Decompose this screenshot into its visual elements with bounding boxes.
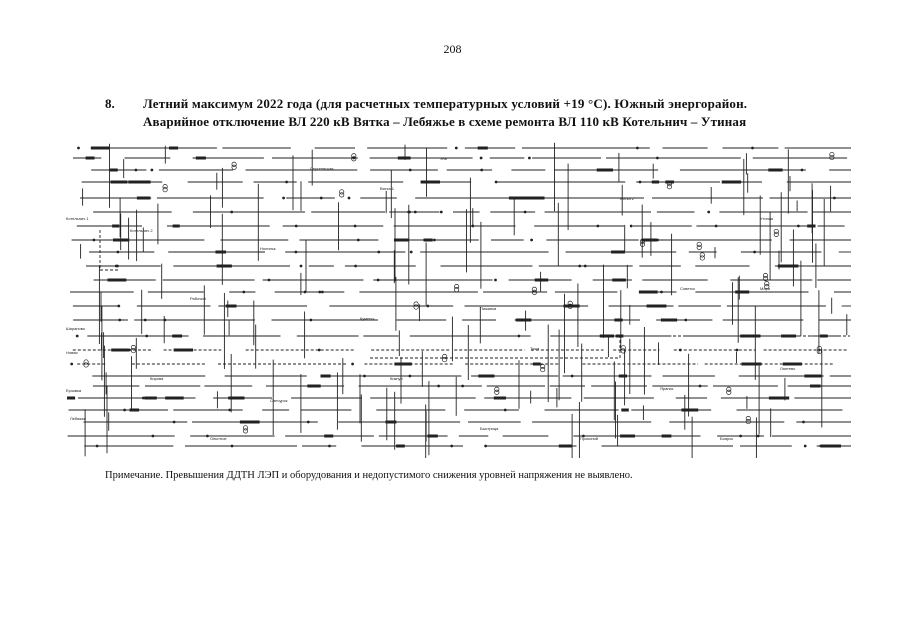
section-title-line-2: Аварийное отключение ВЛ 220 кВ Вятка – Лебяжье в схеме ремонта ВЛ 110 кВ Котельнич – Утиная <box>143 114 747 129</box>
substation-label: Утиная <box>760 216 774 221</box>
substation-label: Котельнич 1 <box>66 216 89 221</box>
section-number: 8. <box>105 96 115 111</box>
substation-label: Уни <box>440 156 447 161</box>
substation-label: Лаптево <box>780 366 796 371</box>
substation-label: Прокопий <box>580 436 598 441</box>
substation-label: Шарапово <box>66 326 86 331</box>
substation-label: Кумены <box>360 316 375 321</box>
substation-label: Советск <box>680 286 695 291</box>
substation-label: Ерзовка <box>66 388 82 393</box>
substation-label: Быстрица <box>480 426 499 431</box>
substation-label: Котельнич 2 <box>130 228 153 233</box>
substation-label: Новая <box>66 350 78 355</box>
substation-label: Яранск <box>660 386 674 391</box>
substation-label: Кикнур <box>390 376 403 381</box>
substation-label: Лебяжье <box>70 416 87 421</box>
substation-label: Нолинск <box>260 246 276 251</box>
substation-label: Кирова <box>150 376 164 381</box>
substation-label: Опытное <box>210 436 227 441</box>
section-title-line-1: Летний максимум 2022 года (для расчетных температурных условий +19 °С). Южный энергорайон. <box>143 96 748 111</box>
substation-label: Санчурск <box>270 398 288 403</box>
substation-label: Рабочий <box>190 296 206 301</box>
page-number: 208 <box>443 42 462 56</box>
substation-label: Вятка 2 <box>620 196 635 201</box>
substation-label: Пижанка <box>480 306 497 311</box>
substation-label: Боярск <box>720 436 733 441</box>
substation-label: Мари <box>760 286 771 291</box>
footnote: Примечание. Превышения ДДТН ЛЭП и оборудования и недопустимого снижения уровней напряжения не выявлено. <box>105 470 633 481</box>
power-grid-scheme <box>60 140 855 462</box>
substation-label: Вятка 1 <box>380 186 395 191</box>
substation-label: Тужа <box>530 346 540 351</box>
substation-label: Сергеевская <box>310 166 334 171</box>
